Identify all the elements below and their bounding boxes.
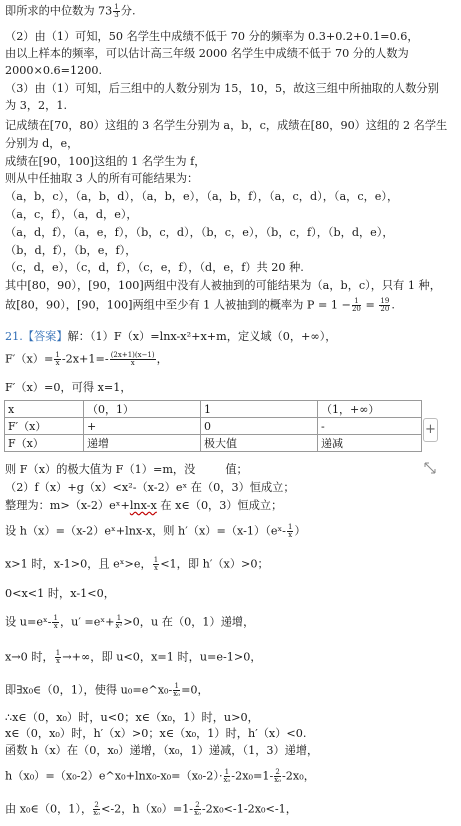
fraction: $\frac{1}{x}$ bbox=[55, 649, 61, 665]
derivative-line: F′（x）= $\frac{1}{x}$ -2x+1=- $\frac{(2x+1)(x-1)}{x}$ ， bbox=[5, 351, 168, 367]
table-cell: （0，1） bbox=[84, 401, 201, 418]
table-row bbox=[5, 401, 422, 418]
text-line: 成绩在[90，100]这组的 1 名学生为 f， bbox=[5, 155, 206, 168]
monotonicity-table bbox=[4, 400, 422, 452]
fraction: $\frac{1}{\text{x²}}$ bbox=[115, 614, 123, 630]
text-line: 即∃x₀∈（0，1），使得 u₀=e^x₀- $\frac{1}{\text{x₀}}$ =0， bbox=[5, 682, 209, 698]
table-cell: F（x） bbox=[5, 435, 84, 452]
text-line: 记成绩在[70，80）这组的 3 名学生分别为 a，b，c，成绩在[80，90）这组的 2 名学生 bbox=[5, 119, 448, 132]
table-cell: 递减 bbox=[318, 435, 422, 452]
text-line: （a，b，c），（a，b，d），（a，b，e），（a，b，f），（a，c，d），（a，c，e）， bbox=[5, 190, 399, 203]
fraction: $\frac{2}{\text{x₀}}$ bbox=[274, 768, 282, 784]
max-value-line: 则 F（x）的极大值为 F（1）=m，没 值； bbox=[5, 463, 248, 476]
table-row bbox=[5, 435, 422, 452]
table-cell: F′（x） bbox=[5, 418, 84, 435]
text-line: （a，d，f），（a，e，f），（b，c，d），（b，c，e），（b，c，f），（b，d，e）， bbox=[5, 226, 394, 239]
fraction: $\frac{1}{x}$ bbox=[287, 523, 293, 539]
table-cell: - bbox=[318, 418, 422, 435]
fraction: $\frac{1}{3}$ bbox=[114, 3, 119, 19]
text-line: x>1 时，x-1>0，且 eˣ>e， $\frac{1}{x}$ <1，即 h′（x）>0； bbox=[5, 556, 269, 572]
table-cell: + bbox=[84, 418, 201, 435]
fraction: $\frac{1}{20}$ bbox=[351, 297, 361, 313]
text-line: 由以上样本的频率，可以估计高三年级 2000 名学生中成绩不低于 70 分的人数为 bbox=[5, 47, 409, 60]
text-line: （b，d，f），（b，e，f）， bbox=[5, 244, 137, 257]
text-line: 设 u=eˣ- $\frac{1}{x}$ ，u′ =eˣ+ $\frac{1}{\text{x²}}$ >0，u 在（0，1）递增， bbox=[5, 614, 255, 630]
text-line: （3）由（1）可知，后三组中的人数分别为 15，10，5，故这三组中所抽取的人数分别 bbox=[5, 82, 439, 95]
fraction: $\frac{1}{\text{x₀}}$ bbox=[173, 682, 181, 698]
table-cell: 递增 bbox=[84, 435, 201, 452]
median-line: 即所求的中位数为 73 $\frac{1}{3}$ 分. bbox=[5, 3, 136, 19]
text-line: x∈（0，x₀）时，h′（x）>0；x∈（x₀，1）时，h′（x）<0. bbox=[5, 727, 307, 740]
fraction: $\frac{19}{20}$ bbox=[380, 297, 390, 313]
text-line: 0<x<1 时，x-1<0， bbox=[5, 587, 115, 600]
text-line: 函数 h（x）在（0，x₀）递增，（x₀，1）递减，（1，3）递增， bbox=[5, 744, 319, 757]
text-line: h（x₀）=（x₀-2）e^x₀+lnx₀-x₀=（x₀-2）· $\frac{1}{\text{x₀}}$ -2x₀=1- $\frac{2}{\text{x₀}}$ -2x₀， bbox=[5, 768, 315, 784]
text-line: （2）f（x）+g（x）<x²-（x-2）eˣ 在（0，3）恒成立； bbox=[5, 481, 295, 494]
text-line: ∴x∈（0，x₀）时，u<0；x∈（x₀，1）时，u>0， bbox=[5, 711, 259, 724]
text-line: （a，c，f），（a，d，e）， bbox=[5, 208, 138, 221]
fraction: $\frac{1}{x}$ bbox=[55, 351, 60, 367]
fraction: $\frac{1}{x}$ bbox=[53, 614, 58, 630]
table-cell: x bbox=[5, 401, 84, 418]
answer-label: 21.【答案】 bbox=[5, 330, 68, 343]
text-line: （2）由（1）可知，50 名学生中成绩不低于 70 分的频率为 0.3+0.2+0.1=0.6， bbox=[5, 30, 419, 43]
fraction: $\frac{2}{\text{x₀}}$ bbox=[93, 801, 100, 817]
text-line: 其中[80，90），[90，100]两组中没有人被抽到的可能结果为（a，b，c），只有 1 种， bbox=[5, 279, 441, 292]
answer-21-line: 21.【答案】解：（1）F（x）=lnx-x²+x+m，定义域（0，+∞）， bbox=[5, 330, 337, 343]
table-cell: （1，+∞） bbox=[318, 401, 422, 418]
add-column-button[interactable]: + bbox=[423, 418, 438, 442]
fraction: $\frac{(2x+1)(x-1)}{x}$ bbox=[110, 351, 155, 367]
text-line: 为 3，2，1. bbox=[5, 99, 68, 112]
fraction: $\frac{1}{x}$ bbox=[153, 556, 159, 572]
fraction: $\frac{1}{\text{x₀}}$ bbox=[223, 768, 231, 784]
text-line: 2000×0.6=1200. bbox=[5, 64, 103, 77]
table-cell: 极大值 bbox=[201, 435, 318, 452]
text-line: 分别为 d，e， bbox=[5, 137, 79, 150]
h-derivative-line: 设 h（x）=（x-2）eˣ+lnx-x，则 h′（x）=（x-1）（eˣ- $\frac{1}{x}$ ） bbox=[5, 523, 306, 539]
table-row bbox=[5, 418, 422, 435]
spellcheck-underline: lnx-x bbox=[129, 499, 157, 512]
fraction: $\frac{2}{\text{x₀}}$ bbox=[194, 801, 201, 817]
resize-icon[interactable] bbox=[424, 462, 436, 474]
text-line: 由 x₀∈（0，1）， $\frac{2}{\text{x₀}}$ <-2，h（x₀）=1- $\frac{2}{\text{x₀}}$ -2x₀<-1-2x₀<-1， bbox=[5, 801, 297, 817]
text-line: （c，d，e），（c，d，f），（c，e，f），（d，e，f）共 20 种. bbox=[5, 261, 304, 274]
text-line: 整理为：m>（x-2）eˣ+lnx-x 在 x∈（0，3）恒成立； bbox=[5, 499, 283, 512]
text-line: F′（x）=0，可得 x=1， bbox=[5, 381, 132, 394]
probability-line: 故[80，90），[90，100]两组中至少有 1 人被抽到的概率为 P = 1 − $\frac{1}{20}$ = $\frac{19}{20}$ . bbox=[5, 297, 395, 313]
table-cell: 0 bbox=[201, 418, 318, 435]
table-cell: 1 bbox=[201, 401, 318, 418]
text-line: 则从中任抽取 3 人的所有可能结果为： bbox=[5, 172, 199, 185]
text-line: x→0 时， $\frac{1}{x}$ →+∞，即 u<0，x=1 时，u=e-1>0， bbox=[5, 649, 262, 665]
